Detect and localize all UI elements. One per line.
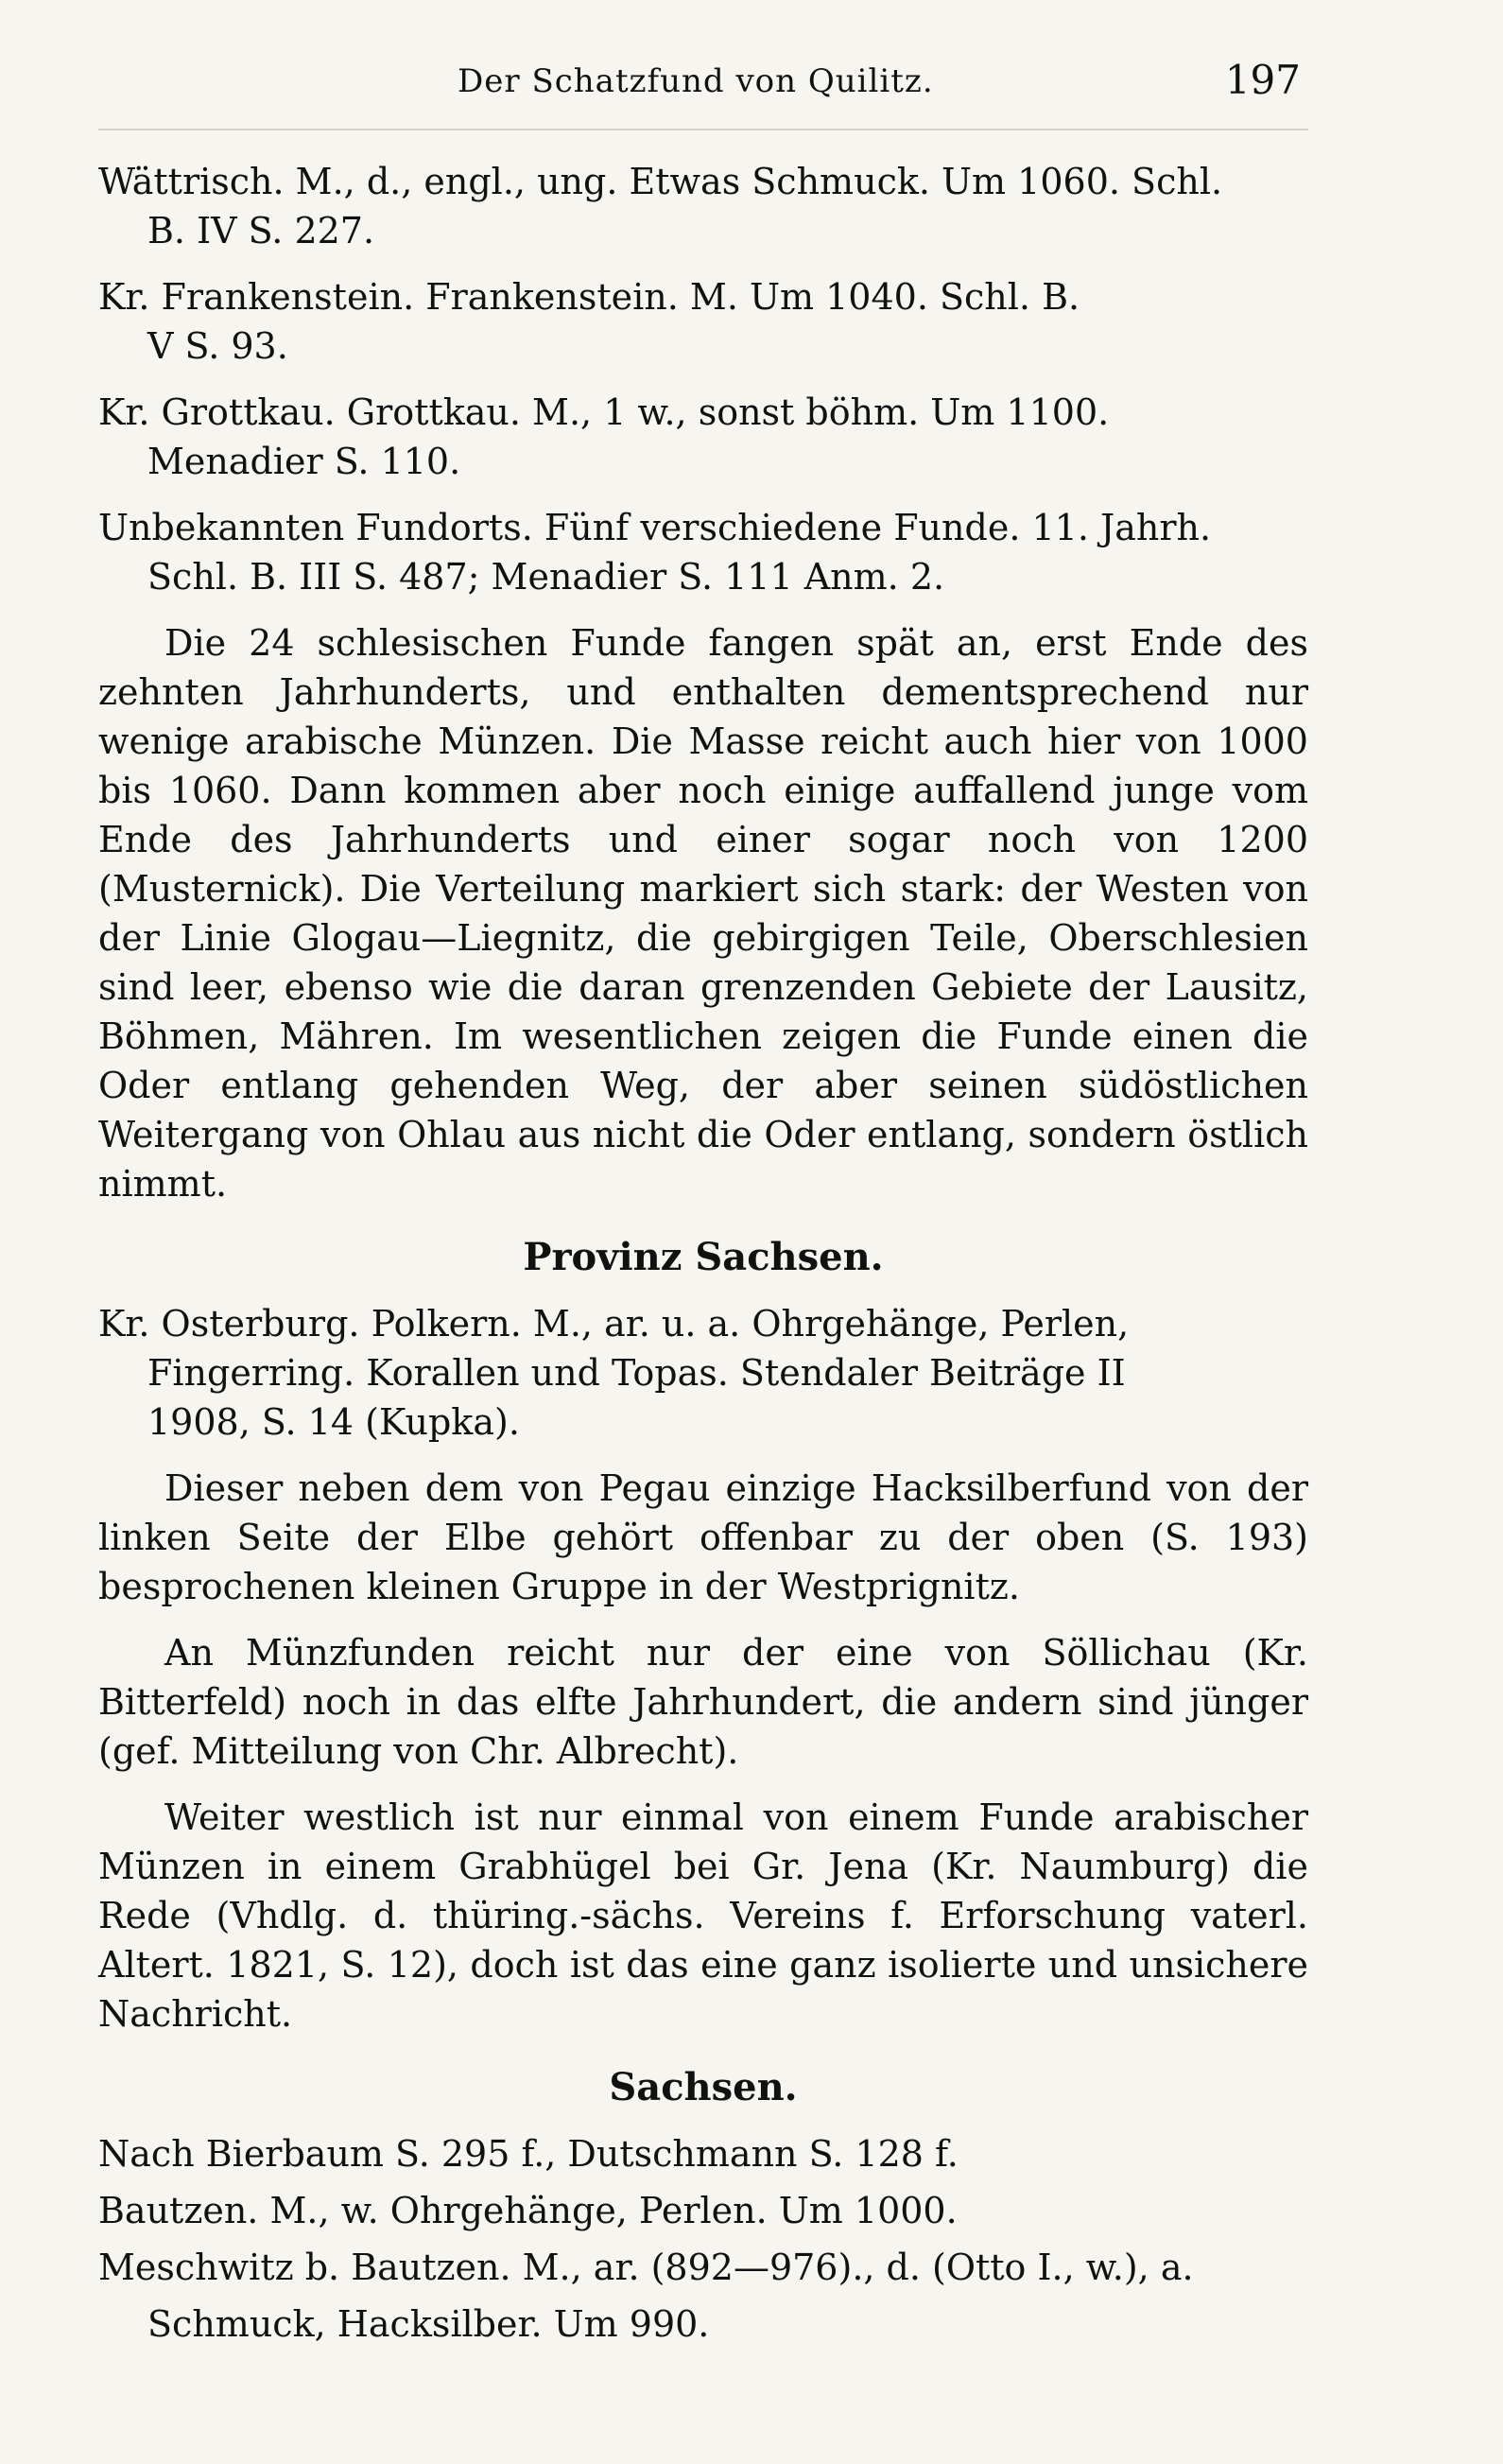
paragraph-hacksilber: Dieser neben dem von Pegau einzige Hacksilberfund von der linken Seite der Elbe gehört offenbar zu der oben (S. 193) besprochenen kleinen Gruppe in der Westprignitz. xyxy=(98,1467,1308,1607)
section-heading-provinz-sachsen: Provinz Sachsen. xyxy=(523,1235,884,1279)
entry-continuation: Fingerring. Korallen und Topas. Stendaler Beiträge II xyxy=(147,1352,1126,1394)
find-entry-osterburg xyxy=(98,1299,1308,1447)
entry-continuation: B. IV S. 227. xyxy=(147,210,375,252)
running-head: Der Schatzfund von Quilitz. xyxy=(458,62,934,100)
entry-continuation: V S. 93. xyxy=(147,325,288,367)
entry-line: Kr. Grottkau. Grottkau. M., 1 w., sonst böhm. Um 1100. xyxy=(98,391,1110,433)
find-entry xyxy=(98,272,1308,371)
entry-continuation: Menadier S. 110. xyxy=(147,441,461,482)
entry-continuation: Schl. B. III S. 487; Menadier S. 111 Anm. 2. xyxy=(147,556,945,598)
entry-line: Wättrisch. M., d., engl., ung. Etwas Schmuck. Um 1060. Schl. xyxy=(98,161,1223,202)
find-entry xyxy=(98,388,1308,486)
source-line: Nach Bierbaum S. 295 f., Dutschmann S. 128 f. xyxy=(98,2133,959,2175)
entry-line: Kr. Frankenstein. Frankenstein. M. Um 1040. Schl. B. xyxy=(98,276,1080,318)
paragraph-muenzfunde: An Münzfunden reicht nur der eine von Söllichau (Kr. Bitterfeld) noch in das elfte Jahrhundert, die andern sind jünger (gef. Mitteilung von Chr. Albrecht). xyxy=(98,1632,1308,1772)
find-entry xyxy=(98,157,1308,255)
find-entry-meschwitz: Meschwitz b. Bautzen. M., ar. (892—976)., d. (Otto I., w.), a. xyxy=(98,2247,1194,2288)
entry-continuation: 1908, S. 14 (Kupka). xyxy=(147,1401,520,1443)
bottom-margin xyxy=(98,2356,1308,2394)
page-header xyxy=(98,51,1308,130)
find-entry-meschwitz-continuation: Schmuck, Hacksilber. Um 990. xyxy=(147,2303,710,2345)
entry-line: Unbekannten Fundorts. Fünf verschiedene Funde. 11. Jahrh. xyxy=(98,507,1212,548)
find-entry-bautzen: Bautzen. M., w. Ohrgehänge, Perlen. Um 1000. xyxy=(98,2190,958,2231)
find-entry xyxy=(98,503,1308,601)
paragraph-weiter-westlich: Weiter westlich ist nur einmal von einem Funde arabischer Münzen in einem Grabhügel bei Gr. Jena (Kr. Naumburg) die Rede (Vhdlg. d. thüring.-sächs. Vereins f. Erforschung vaterl. Altert. 1821, S. 12), doch ist das eine ganz isolierte und unsichere Nachricht. xyxy=(98,1796,1308,2035)
paragraph-silesia: Die 24 schlesischen Funde fangen spät an, erst Ende des zehnten Jahrhunderts, und enthalten dementsprechend nur wenige arabische Münzen. Die Masse reicht auch hier von 1000 bis 1060. Dann kommen aber noch einige auffallend junge vom Ende des Jahrhunderts und einer sogar noch von 1200 (Musternick). Die Verteilung markiert sich stark: der Westen von der Linie Glogau—Liegnitz, die gebirgigen Teile, Oberschlesien sind leer, ebenso wie die daran grenzenden Gebiete der Lausitz, Böhmen, Mähren. Im wesentlichen zeigen die Funde einen die Oder entlang gehenden Weg, der aber seinen südöstlichen Weitergang von Ohlau aus nicht die Oder entlang, sondern östlich nimmt. xyxy=(98,622,1308,1205)
section-heading-sachsen: Sachsen. xyxy=(609,2065,798,2109)
book-page xyxy=(98,51,1308,2396)
page-number: 197 xyxy=(1224,57,1301,103)
page-body xyxy=(98,157,1308,2394)
entry-line: Kr. Osterburg. Polkern. M., ar. u. a. Ohrgehänge, Perlen, xyxy=(98,1303,1130,1345)
